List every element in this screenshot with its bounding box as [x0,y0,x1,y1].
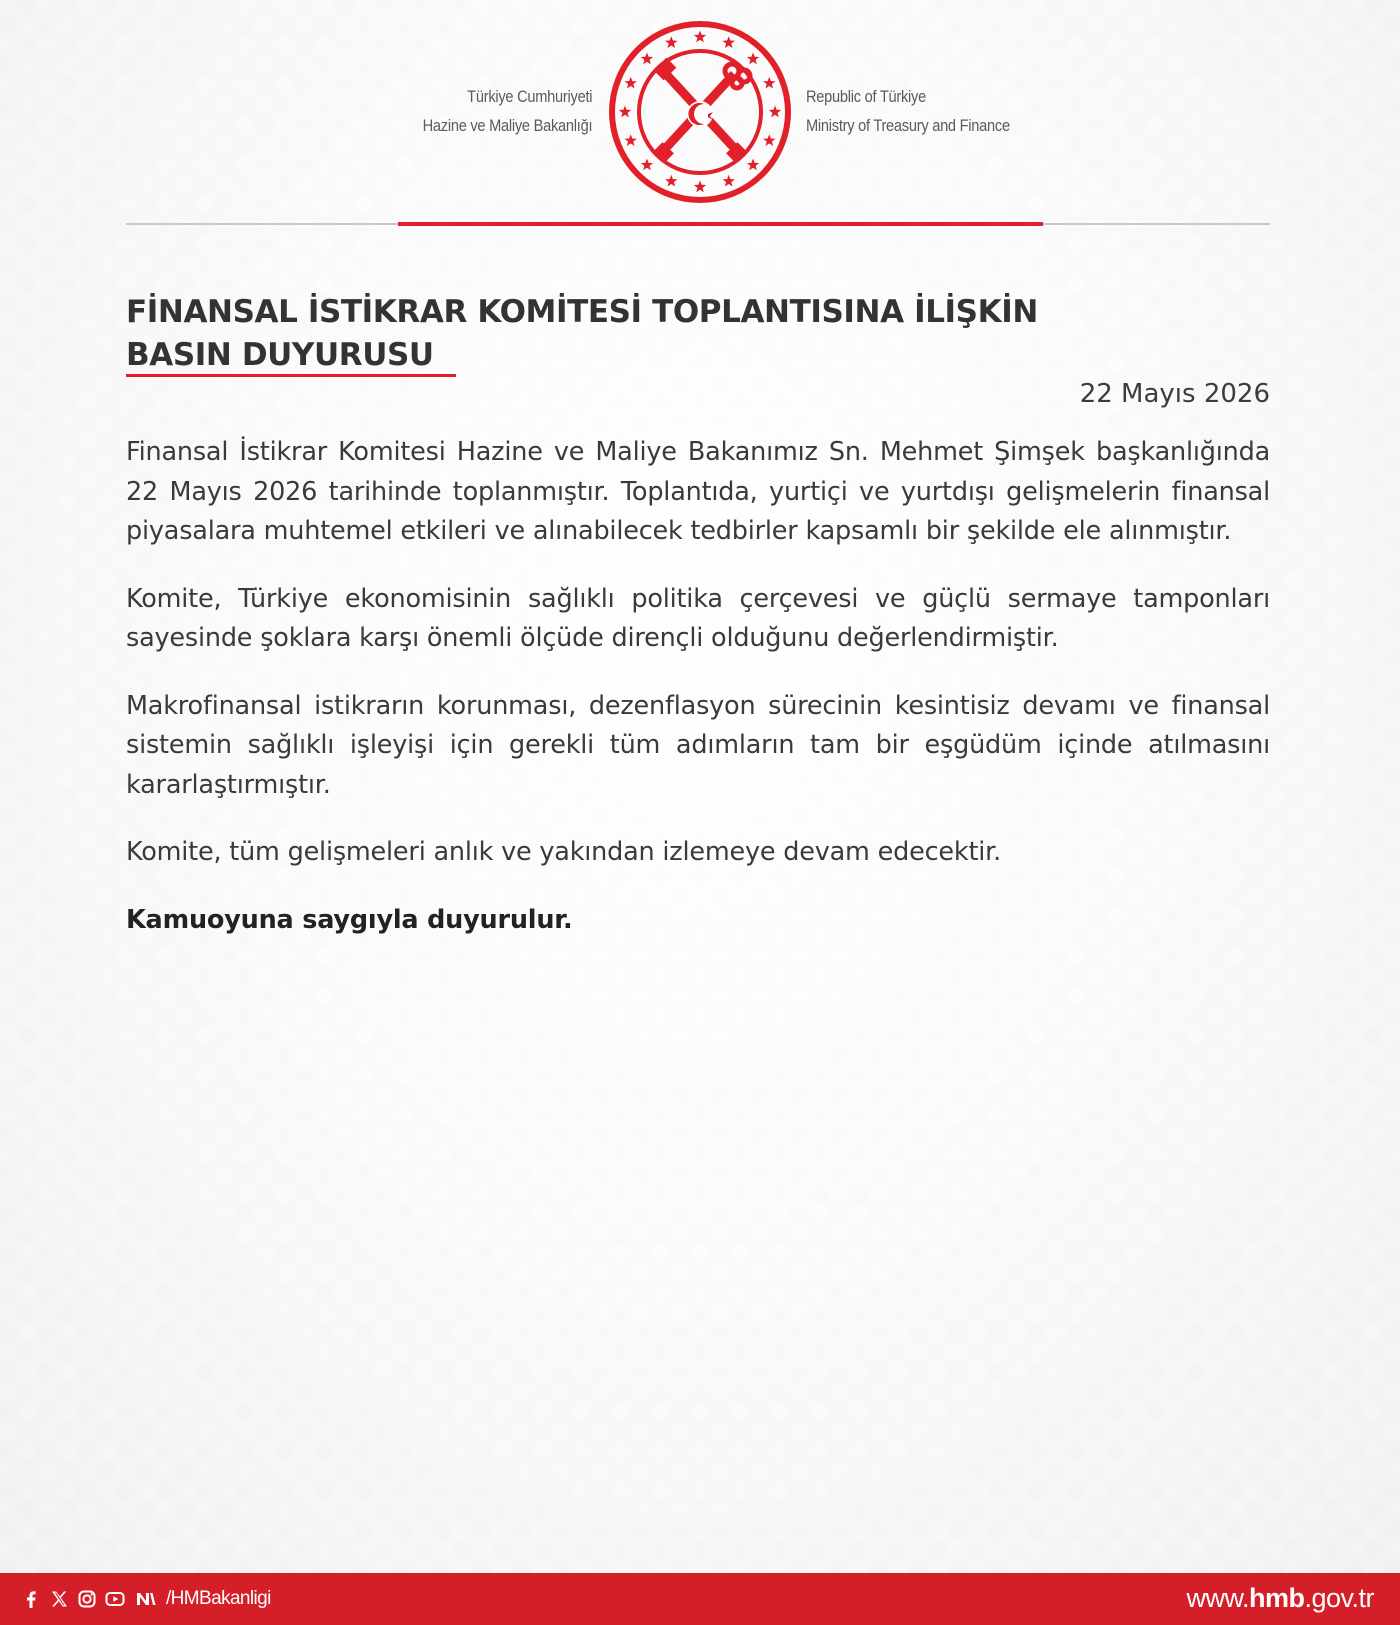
paragraph-3: Makrofinansal istikrarın korunması, dezenflasyon sürecinin kesintisiz devamı ve finansal sistemin sağlıklı işleyişi için gerekli tüm adımların tam bir eşgüdüm içinde atılmasını kararlaştırmıştır. [126,690,1270,800]
social-links [20,1586,271,1612]
header-divider-accent [398,222,1043,226]
website-suffix: .gov.tr [1304,1583,1374,1613]
title-underline [126,374,456,377]
youtube-icon[interactable] [104,1588,126,1610]
org-name-english [806,82,1010,140]
footer-bar [0,1573,1400,1625]
emblem-star [665,36,677,48]
website-prefix: www. [1186,1583,1249,1613]
website-link[interactable] [1186,1583,1374,1614]
instagram-icon[interactable] [76,1588,98,1610]
emblem-star [625,134,637,146]
paragraph-2: Komite, Türkiye ekonomisinin sağlıklı politika çerçevesi ve güçlü sermaye tamponları sayesinde şoklara karşı önemli ölçüde dirençli olduğunu değerlendirmiştir. [126,583,1270,653]
emblem-star [619,106,631,118]
org-name-english-line1: Republic of Türkiye [806,87,926,106]
emblem-star [769,106,781,118]
emblem-star [641,159,653,171]
press-release-body [126,433,1270,968]
website-domain: hmb [1248,1583,1305,1613]
letterhead [0,0,1400,230]
emblem-star [747,159,759,171]
nsosyal-icon[interactable] [132,1588,158,1610]
emblem-star [694,31,706,43]
emblem-star [723,36,735,48]
emblem-star [763,134,775,146]
emblem-star [641,52,653,64]
release-date: 22 Mayıs 2026 [1079,379,1270,409]
paragraph-1: Finansal İstikrar Komitesi Hazine ve Maliye Bakanımız Sn. Mehmet Şimşek başkanlığında 22 Mayıs 2026 tarihinde toplanmıştır. Toplantıda, yurtiçi ve yurtdışı gelişmelerin finansal piyasalara muhtemel etkileri ve alınabilecek tedbirler kapsamlı bir şekilde ele alınmıştır. [126,437,1270,546]
facebook-icon[interactable] [20,1588,42,1610]
emblem-star [747,52,759,64]
title-line1: FİNANSAL İSTİKRAR KOMİTESİ TOPLANTISINA İLİŞKİN [126,294,1038,330]
press-release-title [126,291,1126,377]
org-name-english-line2: Ministry of Treasury and Finance [806,116,1010,135]
emblem-star [723,175,735,187]
paragraph-4: Komite, tüm gelişmeleri anlık ve yakından izlemeye devam edecektir. [126,837,1001,867]
social-handle[interactable]: /HMBakanligi [166,1588,271,1609]
org-name-turkish [422,82,592,140]
closing-statement: Kamuoyuna saygıyla duyurulur. [126,904,573,935]
title-line2: BASIN DUYURUSU [126,337,434,373]
emblem-star [694,181,706,193]
x-icon[interactable] [48,1588,70,1610]
ministry-emblem-icon [604,16,796,208]
org-name-turkish-line2: Hazine ve Maliye Bakanlığı [422,116,592,135]
emblem-star [665,175,677,187]
org-name-turkish-line1: Türkiye Cumhuriyeti [466,87,592,106]
emblem-star [625,77,637,89]
emblem-star [763,77,775,89]
